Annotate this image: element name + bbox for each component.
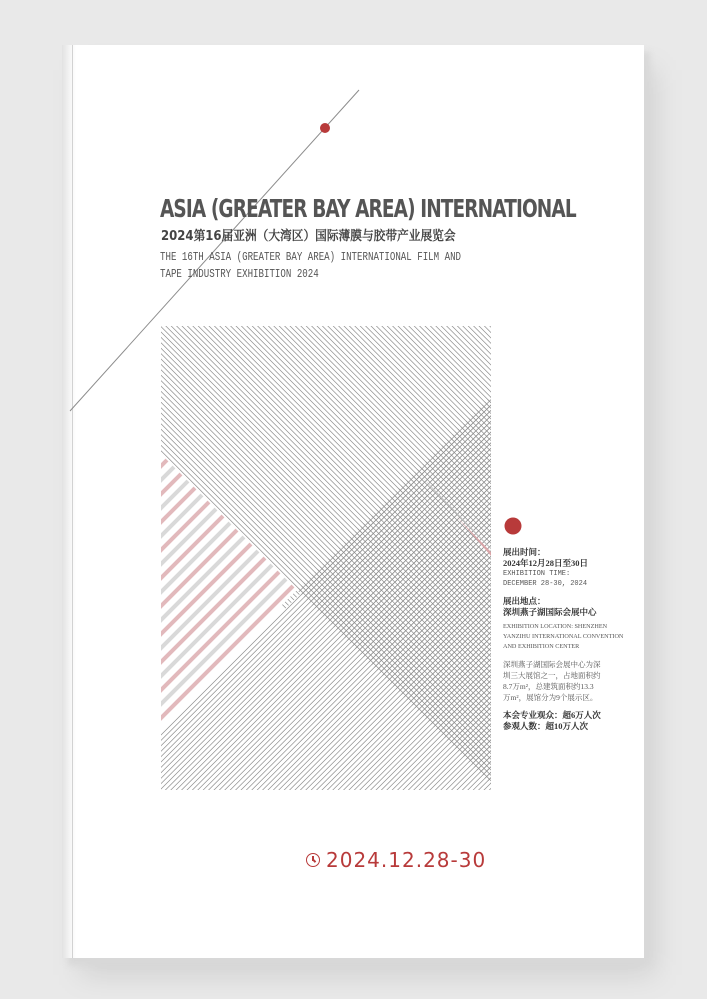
location-label: 展出地点：: [503, 596, 546, 606]
time-en-label: EXHIBITION TIME:: [503, 570, 571, 578]
time-en-value: DECEMBER 28-30, 2024: [503, 580, 588, 588]
subtitle-line-2: TAPE INDUSTRY EXHIBITION 2024: [160, 267, 319, 281]
visitors-total: 参观人数：超10万人次: [503, 721, 589, 731]
subtitle-english: [160, 249, 461, 283]
title-chinese: 2024第16届亚洲（大湾区）国际薄膜与胶带产业展览会: [161, 229, 456, 244]
venue-description-4: 万m²，展馆分为9个展示区。: [503, 693, 598, 702]
location-value: 深圳燕子湖国际会展中心: [503, 607, 597, 617]
time-value: 2024年12月28日至30日: [503, 558, 589, 568]
geometric-artwork: [62, 45, 644, 958]
date-text: 2024.12.28-30: [326, 848, 487, 872]
visitors-professional: 本会专业观众：超6万人次: [503, 710, 601, 720]
time-label: 展出时间：: [503, 547, 546, 557]
red-dot-icon: [505, 518, 522, 535]
location-en-2: YANZIHU INTERNATIONAL CONVENTION: [503, 633, 624, 640]
date-footer: [306, 848, 486, 872]
exhibition-info: [503, 547, 651, 732]
location-en-3: AND EXHIBITION CENTER: [503, 643, 580, 650]
title-english: ASIA (GREATER BAY AREA) INTERNATIONAL: [160, 194, 576, 223]
clock-icon: [306, 853, 320, 867]
subtitle-line-1: THE 16TH ASIA (GREATER BAY AREA) INTERNATIONAL FILM AND: [160, 250, 462, 264]
venue-description-1: 深圳燕子湖国际会展中心为深: [503, 660, 601, 669]
location-en-1: EXHIBITION LOCATION: SHENZHEN: [503, 623, 608, 630]
venue-description-2: 圳三大展馆之一，占地面积约: [503, 671, 601, 680]
venue-description-3: 8.7万m²，总建筑面积约13.3: [503, 682, 594, 691]
poster-cover: [62, 45, 644, 958]
small-red-dot-icon: [320, 123, 330, 133]
